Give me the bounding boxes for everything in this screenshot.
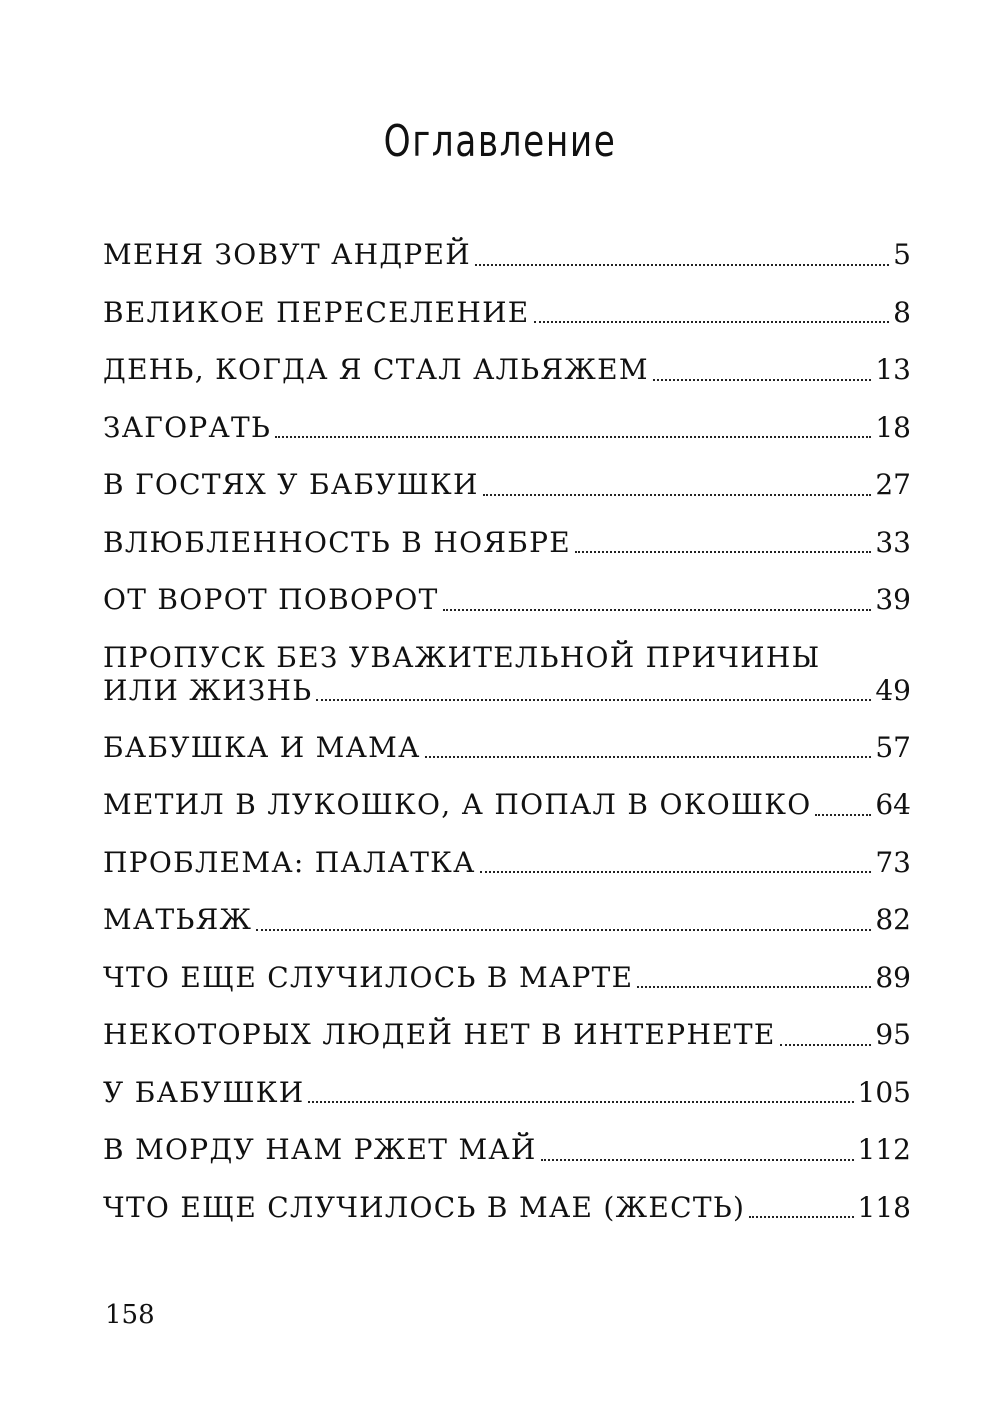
toc-entry — [103, 776, 911, 834]
toc-entry — [103, 1179, 911, 1237]
toc-entry-page: 27 — [875, 468, 911, 501]
toc-entry-page: 73 — [875, 845, 911, 879]
page-title: Оглавление — [383, 116, 617, 167]
toc-entry-page: 105 — [857, 1075, 911, 1109]
dot-leader — [256, 927, 871, 931]
toc-entry — [103, 949, 911, 1007]
dot-leader — [308, 1099, 853, 1103]
toc-entry — [103, 399, 911, 457]
dot-leader — [316, 697, 871, 701]
toc-entry-page: 18 — [875, 410, 911, 444]
table-of-contents — [103, 226, 911, 1236]
toc-entry-title: ЧТО ЕЩЕ СЛУЧИЛОСЬ В МАРТЕ — [103, 960, 634, 994]
toc-entry-page: 49 — [875, 673, 911, 707]
toc-entry — [103, 571, 911, 629]
toc-entry — [103, 834, 911, 892]
toc-entry-title: МЕТИЛ В ЛУКОШКО, А ПОПАЛ В ОКОШКО — [103, 788, 812, 821]
toc-entry — [103, 456, 911, 514]
toc-entry-title: В ГОСТЯХ У БАБУШКИ — [103, 468, 479, 501]
dot-leader — [749, 1214, 853, 1218]
toc-entry-page: 112 — [857, 1133, 911, 1166]
toc-entry-page: 39 — [875, 583, 911, 616]
page-number: 158 — [105, 1300, 155, 1330]
toc-entry-title: У БАБУШКИ — [103, 1075, 305, 1109]
toc-entry-title: МЕНЯ ЗОВУТ АНДРЕЙ — [103, 238, 472, 271]
dot-leader — [483, 492, 872, 496]
toc-entry-title: БАБУШКА И МАМА — [103, 730, 421, 764]
dot-leader — [534, 319, 890, 323]
dot-leader — [475, 262, 889, 266]
toc-entry-page: 118 — [857, 1190, 911, 1224]
toc-entry — [103, 629, 911, 719]
toc-entry-page: 57 — [875, 730, 911, 764]
toc-entry-title: ПРОБЛЕМА: ПАЛАТКА — [103, 845, 476, 879]
toc-entry-title: НЕКОТОРЫХ ЛЮДЕЙ НЕТ В ИНТЕРНЕТЕ — [103, 1018, 776, 1051]
toc-entry-page: 82 — [875, 903, 911, 936]
toc-entry — [103, 891, 911, 949]
toc-entry — [103, 1121, 911, 1179]
toc-entry-title: ВЕЛИКОЕ ПЕРЕСЕЛЕНИЕ — [103, 295, 530, 329]
dot-leader — [480, 869, 872, 873]
toc-entry-title: ЗАГОРАТЬ — [103, 410, 272, 444]
toc-entry — [103, 284, 911, 342]
toc-entry-page: 89 — [875, 960, 911, 994]
dot-leader — [780, 1042, 872, 1046]
toc-entry-title-line1: ПРОПУСК БЕЗ УВАЖИТЕЛЬНОЙ ПРИЧИНЫ — [103, 640, 821, 674]
toc-entry-page: 95 — [875, 1018, 911, 1051]
toc-entry-title: ИЛИ ЖИЗНЬ — [103, 673, 313, 707]
dot-leader — [575, 549, 871, 553]
toc-entry-page: 64 — [875, 788, 911, 821]
dot-leader — [443, 607, 872, 611]
toc-entry-page: 5 — [893, 238, 911, 271]
toc-entry-page: 8 — [893, 295, 911, 329]
dot-leader — [425, 754, 872, 758]
toc-entry-page: 13 — [875, 353, 911, 386]
toc-entry — [103, 226, 911, 284]
toc-entry-page: 33 — [875, 525, 911, 559]
toc-entry-title: ДЕНЬ, КОГДА Я СТАЛ АЛЬЯЖЕМ — [103, 353, 649, 386]
toc-entry — [103, 341, 911, 399]
toc-entry-title: МАТЬЯЖ — [103, 903, 253, 936]
dot-leader — [815, 812, 871, 816]
toc-entry — [103, 514, 911, 572]
dot-leader — [637, 984, 871, 988]
toc-entry-title: ЧТО ЕЩЕ СЛУЧИЛОСЬ В МАЕ (ЖЕСТЬ) — [103, 1190, 746, 1224]
toc-entry — [103, 719, 911, 777]
toc-entry — [103, 1064, 911, 1122]
toc-entry — [103, 1006, 911, 1064]
toc-entry-title: ВЛЮБЛЕННОСТЬ В НОЯБРЕ — [103, 525, 572, 559]
toc-entry-title: ОТ ВОРОТ ПОВОРОТ — [103, 583, 439, 616]
dot-leader — [541, 1157, 854, 1161]
toc-entry-title: В МОРДУ НАМ РЖЕТ МАЙ — [103, 1133, 537, 1166]
dot-leader — [275, 434, 871, 438]
dot-leader — [653, 377, 872, 381]
